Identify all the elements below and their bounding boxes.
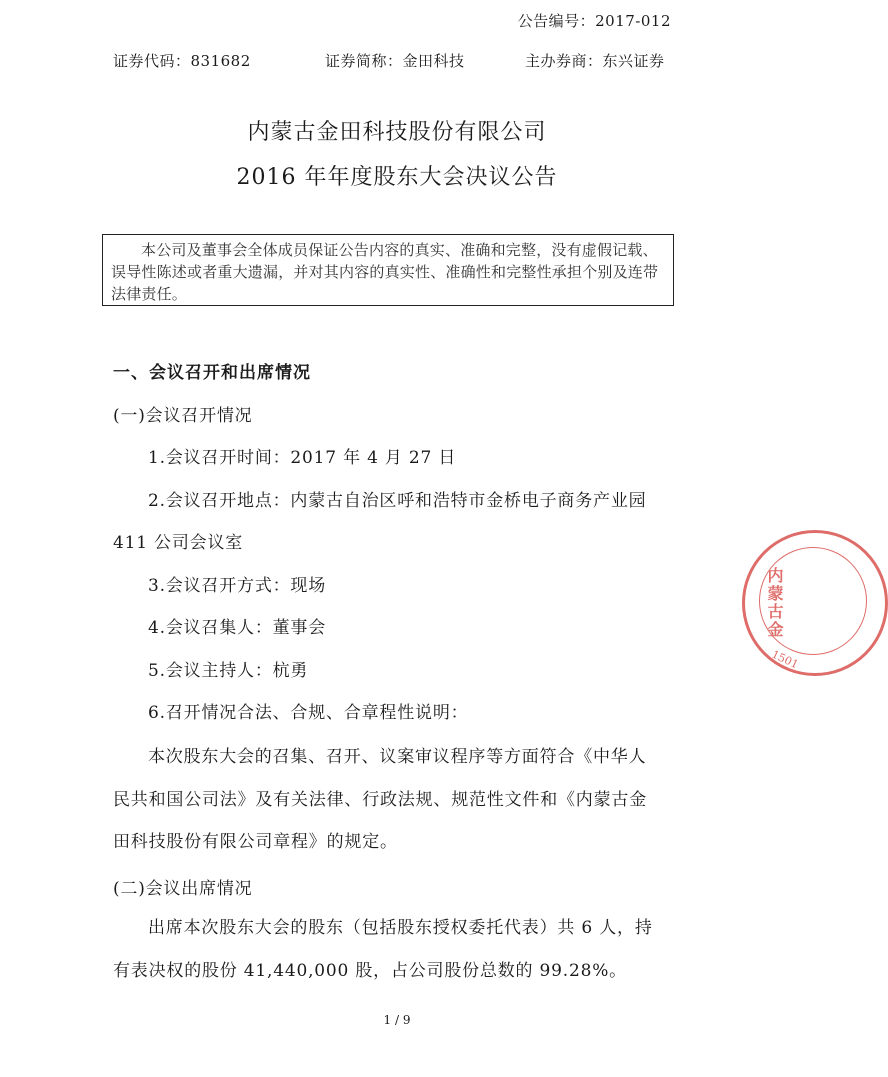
disclaimer-box: 本公司及董事会全体成员保证公告内容的真实、准确和完整，没有虚假记载、误导性陈述或者重大遗漏，并对其内容的真实性、准确性和完整性承担个别及连带法律责任。 xyxy=(102,234,674,306)
security-code: 证券代码：831682 xyxy=(113,52,251,70)
security-short-name: 证券简称：金田科技 xyxy=(325,52,465,70)
company-title: 内蒙古金田科技股份有限公司 xyxy=(247,120,547,145)
seal-text: 内蒙古金 xyxy=(765,567,784,639)
compliance-para-line2: 民共和国公司法》及有关法律、行政法规、规范性文件和《内蒙古金 xyxy=(113,790,647,810)
compliance-para-line3: 田科技股份有限公司章程》的规定。 xyxy=(113,832,398,852)
meeting-time: 1.会议召开时间：2017 年 4 月 27 日 xyxy=(148,448,457,468)
meeting-method: 3.会议召开方式：现场 xyxy=(148,576,327,596)
notice-number: 公告编号：2017-012 xyxy=(517,12,671,30)
seal-number: 1501 xyxy=(769,647,801,672)
subsection-heading-1: (一)会议召开情况 xyxy=(113,406,253,426)
meeting-host: 5.会议主持人：杭勇 xyxy=(148,661,309,681)
attendance-para-line2: 有表决权的股份 41,440,000 股，占公司股份总数的 99.28%。 xyxy=(113,961,627,981)
compliance-heading: 6.召开情况合法、合规、合章程性说明： xyxy=(148,703,469,723)
section-heading-1: 一、会议召开和出席情况 xyxy=(113,363,311,383)
page-number: 1 / 9 xyxy=(383,1013,411,1027)
meeting-location: 2.会议召开地点：内蒙古自治区呼和浩特市金桥电子商务产业园 xyxy=(148,491,647,511)
attendance-para-line1: 出席本次股东大会的股东（包括股东授权委托代表）共 6 人，持 xyxy=(148,918,653,938)
announcement-title: 2016 年年度股东大会决议公告 xyxy=(236,165,558,190)
company-seal xyxy=(742,530,888,676)
compliance-para-line1: 本次股东大会的召集、召开、议案审议程序等方面符合《中华人 xyxy=(148,747,647,767)
meeting-location-cont: 411 公司会议室 xyxy=(113,533,244,553)
subsection-heading-2: (二)会议出席情况 xyxy=(113,879,253,899)
sponsor-broker: 主办券商：东兴证券 xyxy=(525,52,665,70)
meeting-convener: 4.会议召集人：董事会 xyxy=(148,618,327,638)
